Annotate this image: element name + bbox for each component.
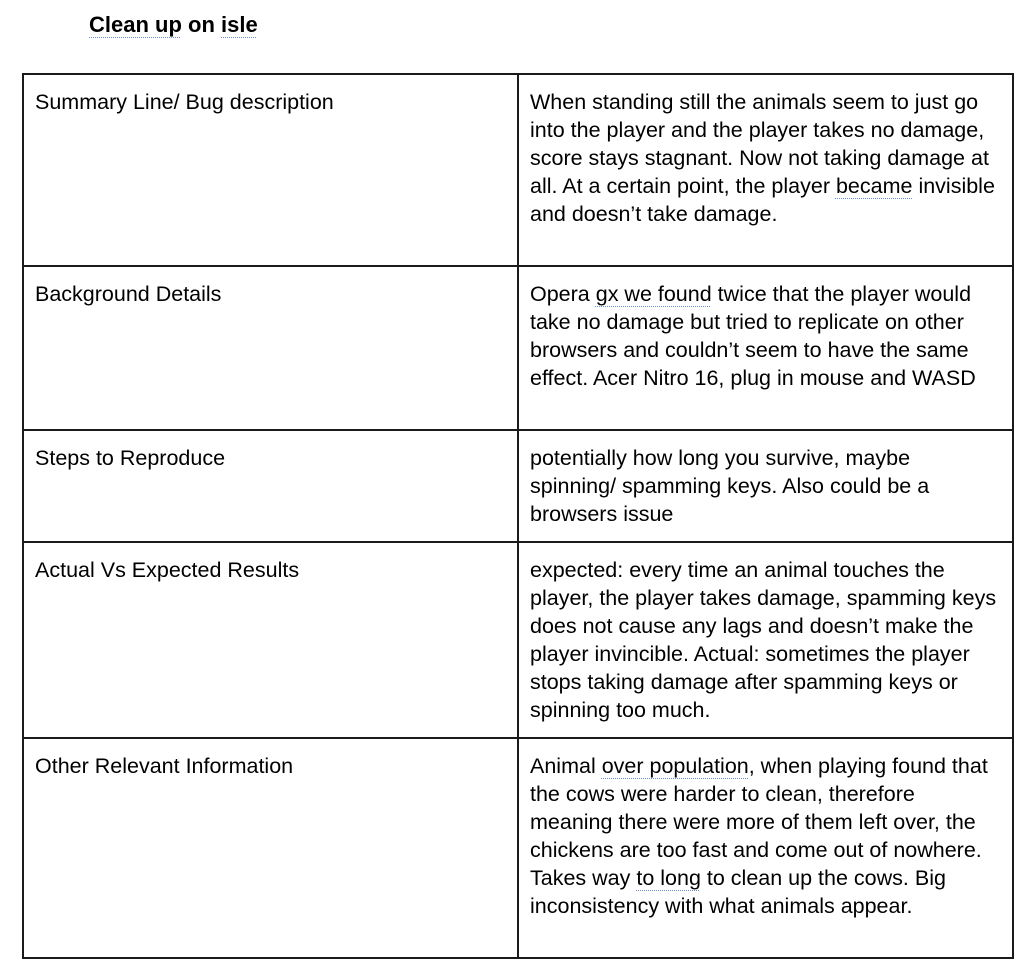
row-value-steps[interactable] [518, 430, 1013, 542]
title-part-clean-up[interactable]: Clean up [89, 12, 182, 37]
title-part-on: on [188, 12, 215, 37]
value-text: Opera [530, 282, 596, 306]
row-value-other-info[interactable] [518, 738, 1013, 958]
value-text: potentially how long you survive, maybe spinning/ spamming keys. Also could be a browsers issue [530, 446, 930, 526]
row-label-results[interactable]: Actual Vs Expected Results [23, 542, 518, 738]
table-row-results [23, 542, 1013, 738]
spellcheck-word[interactable]: gx we found [595, 282, 712, 306]
row-label-summary[interactable]: Summary Line/ Bug description [23, 74, 518, 266]
value-text: invisible and doesn’t take damage. [530, 174, 995, 226]
table-row-other-info [23, 738, 1013, 958]
document-title [89, 10, 258, 40]
value-text: Animal [530, 754, 602, 778]
spellcheck-word[interactable]: over population [601, 754, 749, 778]
spellcheck-word[interactable]: to long [636, 866, 701, 890]
row-value-results[interactable] [518, 542, 1013, 738]
bug-report-table [22, 73, 1014, 959]
value-text: , when playing found that the cows were harder to clean, therefore meaning there were more of them left over, the chickens are too fast and come out of nowhere. Takes way [530, 754, 988, 890]
table-row-summary [23, 74, 1013, 266]
table-row-background [23, 266, 1013, 430]
row-value-summary[interactable] [518, 74, 1013, 266]
value-text: twice that the player would take no damage but tried to replicate on other browsers and couldn’t seem to have the same effect. Acer Nitro 16, plug in mouse and WASD [530, 282, 976, 390]
value-text: to clean up the cows. Big inconsistency with what animals appear. [530, 866, 946, 918]
row-label-background[interactable]: Background Details [23, 266, 518, 430]
row-label-other-info[interactable]: Other Relevant Information [23, 738, 518, 958]
spellcheck-word[interactable]: became [835, 174, 913, 198]
table-row-steps [23, 430, 1013, 542]
title-part-isle[interactable]: isle [221, 12, 258, 37]
value-text: When standing still the animals seem to just go into the player and the player takes no damage, score stays stagnant. Now not taking damage at all. At a certain point, the player [530, 90, 989, 198]
value-text: expected: every time an animal touches the player, the player takes damage, spamming keys does not cause any lags and doesn’t make the player invincible. Actual: sometimes the player stops taking damage after spamming keys or spinning too much. [530, 558, 997, 722]
row-label-steps[interactable]: Steps to Reproduce [23, 430, 518, 542]
row-value-background[interactable] [518, 266, 1013, 430]
